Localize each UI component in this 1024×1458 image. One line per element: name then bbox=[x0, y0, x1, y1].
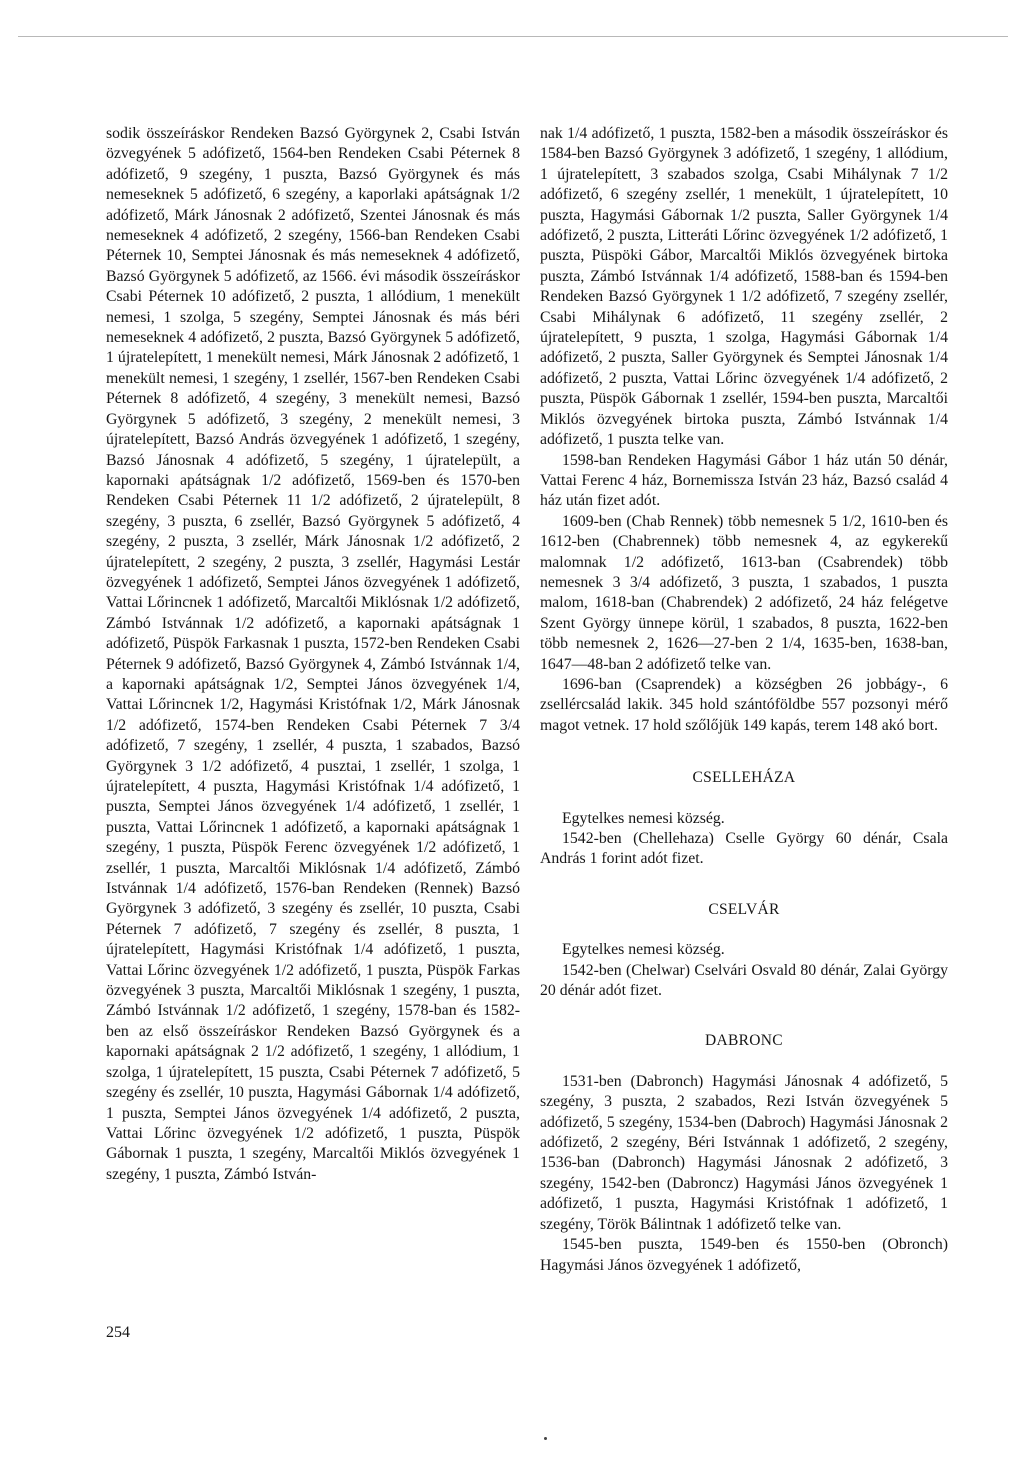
dabronc-paragraph-2: 1545-ben puszta, 1549-ben és 1550-ben (Obronch) Hagymási János özvegyének 1 adófizető, bbox=[540, 1236, 948, 1274]
spacer bbox=[540, 789, 948, 809]
spacer bbox=[540, 1001, 948, 1031]
right-paragraph-1696: 1696-ban (Csaprendek) a községben 26 jobbágy-, 6 zsellércsalád lakik. 345 hold szántóföldbe 557 pozsonyi mérő magot vetnek. 17 hold szőlőjük 149 kapás, terem 148 akó bort. bbox=[540, 675, 948, 734]
right-paragraph-1609: 1609-ben (Chab Rennek) több nemesnek 5 1/2, 1610-ben és 1612-ben (Chabrennek) több nemesnek 4, az egykerekű malomnak 1/2 adófizető, 1613-ban (Csabrendek) több nemesnek 3 3/4 adófizető, 3 puszta, 1 szabados, 1 puszta malom, 1618-ban (Chabrendek) 2 adófizető, 24 ház felégetve Szent György ünnepe körül, 1 szabados, 8 puszta, 1622-ben több nemesnek 2, 1626—27-ben 2 1/4, 1635-ben, 1638-ban, 1647—48-ban 2 adófizető telke van. bbox=[540, 512, 948, 673]
page-number: 254 bbox=[106, 1324, 130, 1341]
right-paragraph-continued: nak 1/4 adófizető, 1 puszta, 1582-ben a második összeíráskor és 1584-ben Bazsó Györgynek 3 adófizető, 1 szegény, 1 allódium, 1 újratelepített, 3 szabados szolga, Csabi Mihálynak 7 1/2 adófizető, 6 szegény zsellér, 1 menekült, 1 újratelepített, 10 puszta, Hagymási Gábornak 1/2 puszta, Saller Györgynek 1/4 adófizető, 2 puszta, Litteráti Lőrinc özvegyének 1/2 adófizető, 1 puszta, Püspöki Gábor, Marcaltői Miklós özvegyének birtoka puszta, Zámbó Istvánnak 1/4 adófizető, 1588-ban és 1594-ben Rendeken Bazsó Györgynek 1 1/2 adófizető, 7 szegény zsellér, Csabi Mihálynak 6 adófizető, 11 szegény zsellér, 2 újratelepített, 9 puszta, 1 szolga, Hagymási Gábornak 1/4 adófizető, 2 puszta, Saller Györgynek és Semptei Jánosnak 1/4 adófizető, 2 puszta, Vattai Lőrinc özvegyének 1/4 adófizető, 2 puszta, Püspök Gábornak 1 zsellér, 1594-ben puszta, Marcaltői Miklós özvegyének birtoka puszta, Zámbó Istvánnak 1/4 adófizető, 1 puszta telke van. bbox=[540, 125, 948, 449]
spacer bbox=[540, 920, 948, 940]
stray-dot bbox=[544, 1437, 547, 1440]
section-heading-cselleháza: CSELLEHÁZA bbox=[692, 769, 796, 787]
spacer bbox=[540, 1052, 948, 1072]
left-column bbox=[106, 124, 520, 1185]
left-paragraph: sodik összeíráskor Rendeken Bazsó Györgynek 2, Csabi István özvegyének 5 adófizető, 1564-ben Rendeken Csabi Péternek 8 adófizető, 9 szegény, 1 puszta, Bazsó Györgynek és más nemeseknek 5 adófizető, 6 szegény, a kaporlaki apátságnak 1/2 adófizető, Márk Jánosnak 2 adófizető, Szentei Jánosnak és más nemeseknek 4 adófizető, 2 szegény, 1566-ban Rendeken Csabi Péternek 10, Semptei Jánosnak és más nemeseknek 4 adófizető, Bazsó Györgynek 5 adófizető, az 1566. évi második összeíráskor Csabi Péternek 10 adófizető, 2 puszta, 1 allódium, 1 menekült nemesi, 1 szolga, 5 szegény, Semptei Jánosnak és más béri nemeseknek 4 adófizető, 2 puszta, Bazsó Györgynek 5 adófizető, 1 újratelepített, 1 menekült nemesi, Márk Jánosnak 2 adófizető, 1 menekült nemesi, 1 szegény, 1 zsellér, 1567-ben Rendeken Csabi Péternek 8 adófizető, 4 szegény, 3 menekült nemesi, Bazsó Györgynek 5 adófizető, 3 szegény, 2 menekült nemesi, 3 újratelepített, Bazsó András özvegyének 1 adófizető, 1 szegény, Bazsó Jánosnak 4 adófizető, 5 szegény, 1 újratelepült, a kapornaki apátságnak 1/2 adófizető, 1569-ben és 1570-ben Rendeken Csabi Péternek 11 1/2 adófizető, 2 újratelepült, 8 szegény, 3 puszta, 6 zsellér, Bazsó Györgynek 5 adófizető, 4 szegény, 2 puszta, 3 zsellér, Márk Jánosnak 1/2 adófizető, 2 újratelepített, 2 szegény, 2 puszta, 3 zsellér, Hagymási Lestár özvegyének 1 adófizető, Semptei János özvegyének 1 adófizető, Vattai Lőrincnek 1 adófizető, Marcaltői Miklósnak 1/2 adófizető, Zámbó Istvánnak 1/2 adófizető, a kapornaki apátságnak 1 adófizető, Püspök Farkasnak 1 puszta, 1572-ben Rendeken Csabi Péternek 9 adófizető, Bazsó Györgynek 4, Zámbó Istvánnak 1/4, a kapornaki apátságnak 1/2, Semptei János özvegyének 1/4, Vattai Lőrincnek 1/2, Hagymási Kristófnak 1/2, Márk Jánosnak 1/2 adófizető, 1574-ben Rendeken Csabi Péternek 7 3/4 adófizető, 7 szegény, 1 zsellér, 4 puszta, 1 szabados, Bazsó Györgynek 3 1/2 adófizető, 4 pusztai, 1 zsellér, 1 szolga, 1 újratelepített, 4 puszta, Hagymási Kristófnak 1/4 adófizető, 1 puszta, Semptei János özvegyének 1/4 adófizető, 1 zsellér, 1 puszta, Vattai Lőrincnek 1 adófizető, a kapornaki apátságnak 1 szegény, 1 puszta, Püspök Ferenc özvegyének 1/2 adófizető, 1 zsellér, 1 puszta, Marcaltői Miklósnak 1/4 adófizető, Zámbó Istvánnak 1/4 adófizető, 1576-ban Rendeken (Rennek) Bazsó Györgynek 3 adófizető, 3 szegény és zsellér, 10 puszta, Csabi Péternek 7 adófizető, 7 szegény és zsellér, 8 puszta, 1 újratelepített, Hagymási Kristófnak 1/4 adófizető, 1 puszta, Vattai Lőrinc özvegyének 1/2 adófizető, 1 puszta, Püspök Farkas özvegyének 3 puszta, Marcaltői Miklósnak 1 szegény, 1 puszta, Zámbó Istvánnak 1/2 adófizető, 1 szegény, 1578-ban és 1582-ben az első összeíráskor Rendeken Bazsó Györgynek és a kapornaki apátságnak 2 1/2 adófizető, 1 szegény, 1 allódium, 1 szolga, 1 újratelepített, 15 puszta, Csabi Péternek 7 adófizető, 5 szegény és zsellér, 10 puszta, Hagymási Gábornak 1/4 adófizető, 1 puszta, Semptei János özvegyének 1/4 adófizető, 2 puszta, Vattai Lőrinc özvegyének 1/2 adófizető, 1 puszta, Püspök Gábornak 1 puszta, 1 szegény, Marcaltői Miklós özvegyének 1 szegény, 1 puszta, Zámbó István- bbox=[106, 125, 520, 1183]
cselleháza-paragraph-1: Egytelkes nemesi község. bbox=[562, 809, 725, 827]
right-paragraph-1598: 1598-ban Rendeken Hagymási Gábor 1 ház után 50 dénár, Vattai Ferenc 4 ház, Bornemissza István 23 ház, Bazsó család 4 ház után fizet adót. bbox=[540, 451, 948, 510]
spacer bbox=[540, 870, 948, 900]
cselleháza-paragraph-2: 1542-ben (Chellehaza) Cselle György 60 dénár, Csala András 1 forint adót fizet. bbox=[540, 830, 948, 868]
section-heading-dabronc: DABRONC bbox=[705, 1032, 783, 1050]
dabronc-paragraph-1: 1531-ben (Dabronch) Hagymási Jánosnak 4 adófizető, 5 szegény, 3 puszta, 2 szabados, Rezi István özvegyének 5 adófizető, 5 szegény, 1534-ben (Dabroch) Hagymási Jánosnak 2 adófizető, 2 szegény, Béri Istvánnak 1 adófizető, 2 szegény, 1536-ban (Dabronch) Hagymási Jánosnak 2 adófizető, 3 szegény, 1542-ben (Dabroncz) Hagymási János özvegyének 1 adófizető, 1 puszta, Hagymási Kristófnak 1 adófizető, 1 szegény, Török Bálintnak 1 adófizető telke van. bbox=[540, 1072, 948, 1233]
cselvar-paragraph-2: 1542-ben (Chelwar) Cselvári Osvald 80 dénár, Zalai György 20 dénár adót fizet. bbox=[540, 961, 948, 1000]
section-heading-cselvar: CSELVÁR bbox=[708, 900, 780, 918]
spacer bbox=[540, 736, 948, 768]
top-rule bbox=[18, 36, 1008, 37]
cselvar-paragraph-1: Egytelkes nemesi község. bbox=[562, 941, 725, 959]
right-column bbox=[540, 124, 948, 1276]
